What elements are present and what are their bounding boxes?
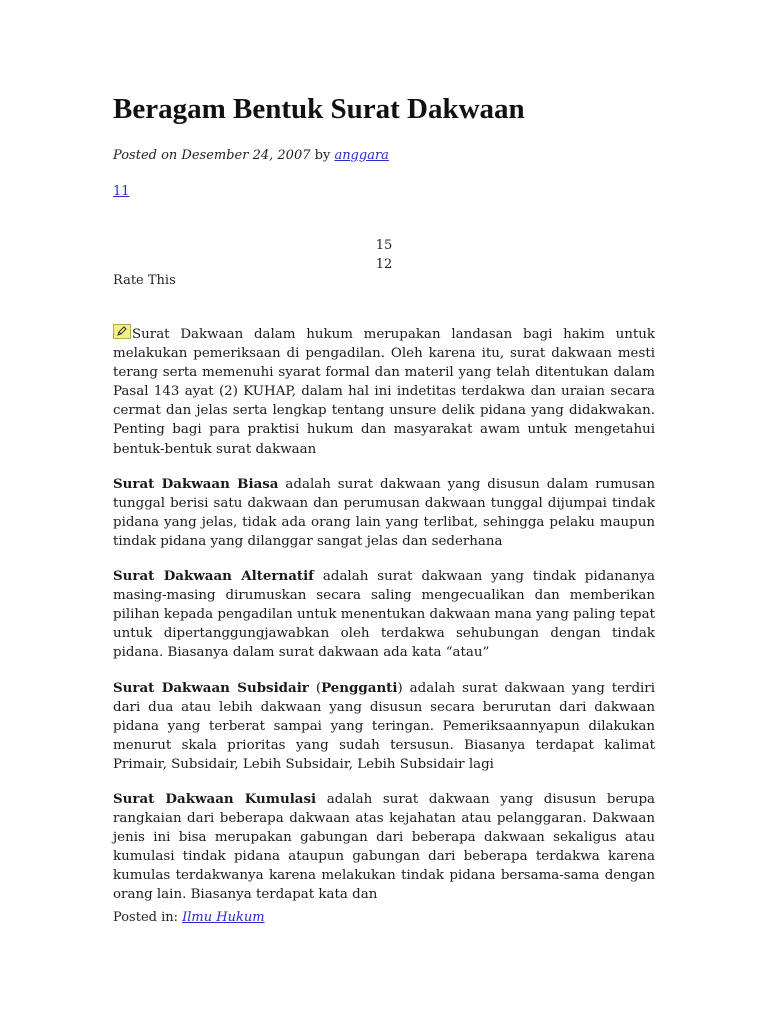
biasa-term: Surat Dakwaan Biasa: [113, 475, 279, 492]
intro-paragraph: [113, 324, 655, 459]
post-meta: [113, 148, 389, 163]
kumulasi-paragraph: [113, 790, 655, 905]
posted-in: [113, 910, 265, 925]
intro-text: Surat Dakwaan dalam hukum merupakan landasan bagi hakim untuk melakukan pemeriksaan di pengadilan. Oleh karena itu, surat dakwaan mesti terang serta memenuhi syarat formal dan materil yang telah ditentukan dalam Pasal 143 ayat (2) KUHAP, dalam hal ini indetitas terdakwa dan uraian secara cermat dan jelas serta lengkap tentang unsure delik pidana yang didakwakan. Penting bagi para praktisi hukum dan masyarakat awam untuk mengetahui bentuk-bentuk surat dakwaan: [113, 327, 655, 457]
up-vote-count[interactable]: 15: [375, 238, 393, 253]
kumulasi-text: adalah surat dakwaan yang disusun berupa rangkaian dari beberapa dakwaan atas kejahatan atau pelanggaran. Dakwaan jenis ini bisa merupakan gabungan dari beberapa dakwaan sekaligus atau kumulasi tindak pidana ataupun gabungan dari beberapa terdakwa karena kumulas terdakwanya karena melakukan tindak pidana bersama-sama dengan orang lain. Biasanya terdapat kata dan: [113, 791, 655, 903]
pencil-icon: [113, 324, 131, 339]
rate-this-label: Rate This: [113, 273, 176, 288]
subsidair-term: Surat Dakwaan Subsidair: [113, 679, 309, 696]
article-title: Beragam Bentuk Surat Dakwaan: [113, 93, 525, 125]
comments-link[interactable]: 11: [113, 184, 130, 199]
kumulasi-term: Surat Dakwaan Kumulasi: [113, 790, 317, 807]
biasa-paragraph: [113, 475, 655, 551]
alternatif-paragraph: [113, 567, 655, 662]
posted-in-label: Posted in:: [113, 910, 178, 925]
rating-votes: [372, 236, 396, 274]
category-link[interactable]: Ilmu Hukum: [182, 910, 265, 925]
author-link[interactable]: anggara: [334, 148, 389, 163]
article-body: [113, 324, 655, 921]
alternatif-text: adalah surat dakwaan yang tindak pidananya masing-masing dirumuskan secara saling mengecualikan dan memberikan pilihan kepada pengadilan untuk menentukan dakwaan mana yang paling tepat untuk dipertanggungjawabkan oleh terdakwa sehubungan dengan tindak pidana. Biasanya dalam surat dakwaan ada kata “atau”: [113, 569, 655, 661]
biasa-text: adalah surat dakwaan yang disusun dalam rumusan tunggal berisi satu dakwaan dan perumusan dakwaan tunggal dijumpai tindak pidana yang jelas, tidak ada orang lain yang terlibat, sehingga pelaku maupun tindak pidana yang dilanggar sangat jelas dan sederhana: [113, 476, 655, 549]
subsidair-text: ) adalah surat dakwaan yang terdiri dari dua atau lebih dakwaan yang disusun secara berurutan dari dakwaan pidana yang terberat sampai yang teringan. Pemeriksaannyapun dilakukan menurut skala prioritas yang sudah tersusun. Biasanya terdapat kalimat Primair, Subsidair, Lebih Subsidair, Lebih Subsidair lagi: [113, 680, 655, 772]
subsidair-paragraph: [113, 679, 655, 774]
alternatif-term: Surat Dakwaan Alternatif: [113, 568, 314, 585]
by-label: by: [314, 148, 331, 163]
down-vote-count[interactable]: 12: [375, 257, 393, 272]
posted-on-date: Posted on Desember 24, 2007: [113, 148, 311, 163]
comment-count: [113, 184, 130, 199]
subsidair-alias: Pengganti: [321, 679, 398, 696]
subsidair-open: (: [308, 680, 322, 696]
